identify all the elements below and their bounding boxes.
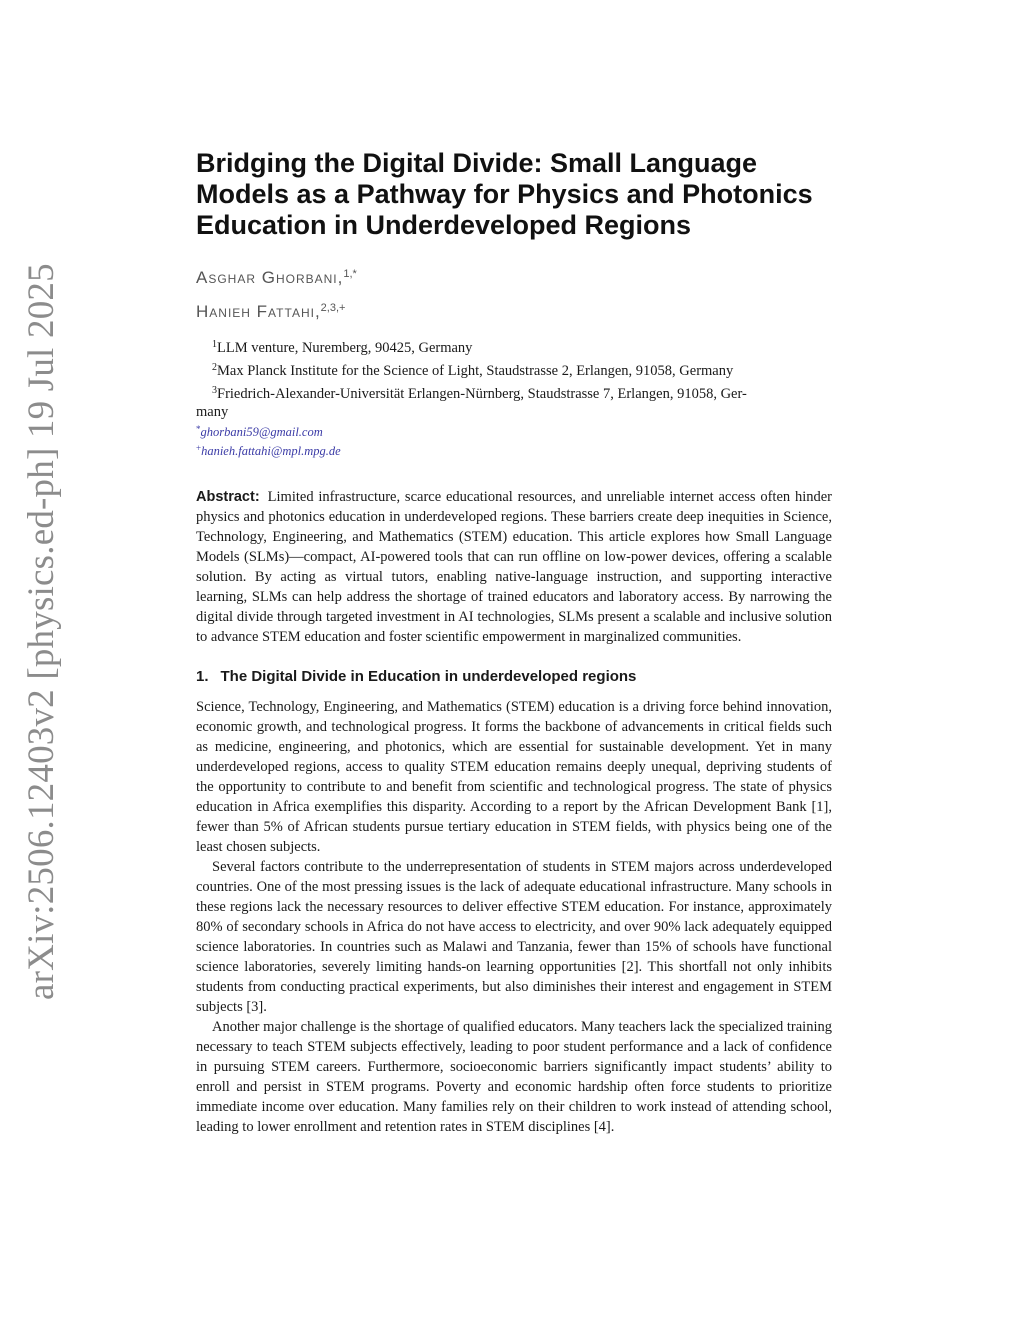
affiliation-marker: 2 — [212, 362, 217, 373]
affiliation-3 — [212, 381, 832, 404]
email-link[interactable]: ghorbani59@gmail.com — [200, 425, 323, 439]
email-marker: + — [196, 443, 202, 453]
affiliation-text: LLM venture, Nuremberg, 90425, Germany — [217, 340, 473, 356]
arxiv-identifier-stamp: arXiv:2506.12403v2 [physics.ed-ph] 19 Jul 2025 — [21, 263, 62, 1000]
affiliation-marker: 1 — [212, 339, 217, 350]
affiliation-marker: 3 — [212, 385, 217, 396]
author-ghorbani — [196, 259, 832, 293]
section-number: 1. — [196, 668, 209, 685]
email-link[interactable]: hanieh.fattahi@mpl.mpg.de — [201, 444, 341, 458]
section-title: The Digital Divide in Education in underdeveloped regions — [220, 668, 637, 685]
title-line: Education in Underdeveloped Regions — [196, 210, 692, 240]
body-paragraph: Several factors contribute to the underrepresentation of students in STEM majors across underdeveloped countries. One of the most pressing issues is the lack of adequate educational infrastructure. Many schools in these regions lack the necessary resources to deliver effective STEM education. For instance, approximately 80% of secondary schools in Africa do not have access to electricity, and over 90% lack adequately equipped science laboratories. In countries such as Malawi and Tanzania, fewer than 15% of schools have functional science laboratories, severely limiting hands-on learning opportunities [2]. This shortfall not only inhibits students from conducting practical experiments, but also diminishes their interest and engagement in STEM subjects [3]. — [196, 859, 832, 1015]
author-name: Asghar Ghorbani, — [196, 268, 344, 287]
author-superscript: 2,3,+ — [320, 302, 346, 314]
author-fattahi — [196, 293, 832, 327]
affiliation-text: Friedrich-Alexander-Universität Erlangen-Nürnberg, Staudstrasse 7, Erlangen, 91058, Ger- — [217, 386, 747, 402]
title-line: Bridging the Digital Divide: Small Language — [196, 148, 758, 178]
body-paragraph: Another major challenge is the shortage of qualified educators. Many teachers lack the specialized training necessary to teach STEM subjects effectively, leading to poor student performance and a lack of confidence in pursuing STEM careers. Furthermore, socioeconomic barriers significantly impact students’ ability to enroll and persist in STEM programs. Poverty and economic hardship often force students to prioritize immediate income over education. Many families rely on their children to work instead of attending school, leading to lower enrollment and retention rates in STEM disciplines [4]. — [196, 1019, 832, 1135]
affiliation-1 — [212, 335, 832, 358]
body-paragraph: Science, Technology, Engineering, and Mathematics (STEM) education is a driving force behind innovation, economic growth, and technological progress. It forms the backbone of advancements in critical fields such as medicine, engineering, and photonics, which are essential for sustainable development. Yet in many underdeveloped regions, access to quality STEM education remains deeply unequal, depriving students of the opportunity to contribute to and benefit from scientific and technological progress. The state of physics education in Africa exemplifies this disparity. According to a report by the African Development Bank [1], fewer than 5% of African students pursue tertiary education in STEM fields, with physics being one of the least chosen subjects. — [196, 699, 832, 855]
email-fattahi[interactable] — [196, 440, 832, 459]
author-superscript: 1,* — [343, 268, 357, 280]
email-list — [196, 421, 832, 459]
affiliation-text: Max Planck Institute for the Science of Light, Staudstrasse 2, Erlangen, 91058, Germany — [217, 363, 734, 379]
title-line: Models as a Pathway for Physics and Photonics — [196, 179, 813, 209]
affiliation-2 — [212, 358, 832, 381]
author-name: Hanieh Fattahi, — [196, 302, 321, 321]
email-marker: * — [196, 424, 201, 434]
abstract-text: Limited infrastructure, scarce educational resources, and unreliable internet access often hinder physics and photonics education in underdeveloped regions. These barriers create deep inequities in Science, Technology, Engineering, and Mathematics (STEM) education. This article explores how Small Language Models (SLMs)—compact, AI-powered tools that can run offline on low-power devices, offering a scalable solution. By acting as virtual tutors, enabling native-language instruction, and supporting interactive learning, SLMs can help address the shortage of trained educators and laboratory access. By narrowing the digital divide through targeted investment in AI technologies, SLMs present a scalable and inclusive solution to advance STEM education and foster scientific empowerment in marginalized communities. — [196, 489, 832, 645]
email-ghorbani[interactable] — [196, 421, 832, 440]
paper-first-page — [196, 148, 832, 1137]
affiliation-3-continuation: many — [196, 404, 229, 420]
abstract — [196, 487, 832, 647]
author-list — [196, 259, 832, 327]
paper-title — [196, 148, 832, 241]
abstract-label: Abstract: — [196, 489, 260, 505]
section-heading — [196, 667, 832, 687]
affiliation-list — [196, 335, 832, 459]
